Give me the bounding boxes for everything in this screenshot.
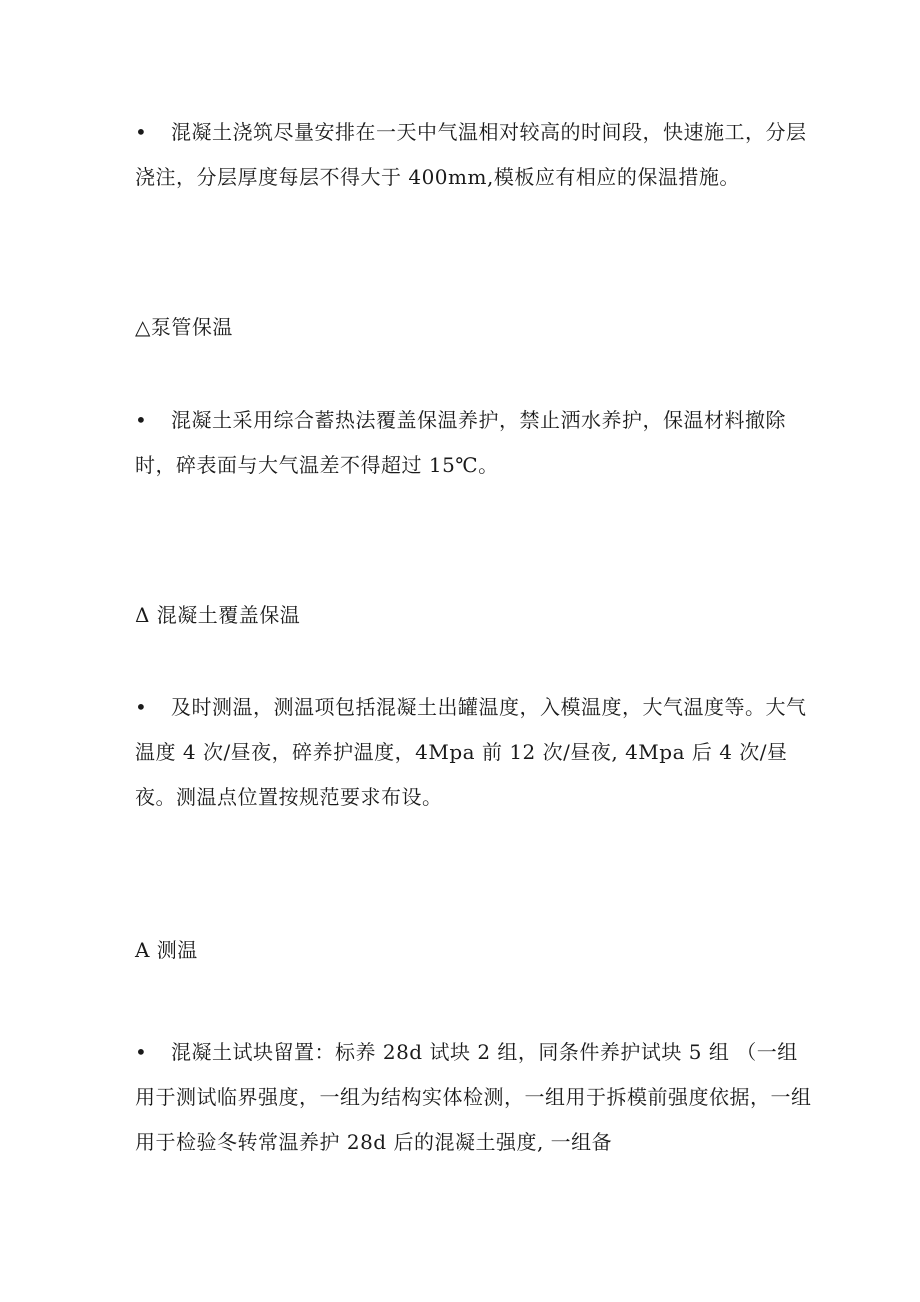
bullet-icon: • (135, 1040, 148, 1064)
heading-temperature-measurement: A 测温 (135, 938, 198, 962)
paragraph-text: 及时测温，测温项包括混凝土出罐温度，入模温度，大气温度等。大气温度 4 次/昼夜，碎养护温度，4Mpa 前 12 次/昼夜, 4Mpa 后 4 次/昼夜。测温点位置按规范要求布设。 (135, 695, 807, 809)
paragraph-text: 混凝土采用综合蓄热法覆盖保温养护，禁止洒水养护，保温材料撤除时，碎表面与大气温差不得超过 15℃。 (135, 408, 786, 477)
bullet-icon: • (135, 695, 148, 719)
paragraph-test-blocks (135, 1030, 815, 1165)
paragraph-curing (135, 398, 815, 488)
paragraph-text: 混凝土浇筑尽量安排在一天中气温相对较高的时间段，快速施工，分层浇注，分层厚度每层不得大于 400mm,模板应有相应的保温措施。 (135, 120, 807, 189)
bullet-icon: • (135, 120, 148, 144)
heading-pump-pipe-insulation: △泵管保温 (135, 315, 233, 339)
bullet-icon: • (135, 408, 148, 432)
paragraph-temperature-measurement (135, 685, 815, 820)
paragraph-text: 混凝土试块留置：标养 28d 试块 2 组，同条件养护试块 5 组 （一组用于测试临界强度，一组为结构实体检测，一组用于拆模前强度依据，一组用于检验冬转常温养护 28d 后的混凝土强度, 一组备 (135, 1040, 812, 1154)
heading-concrete-cover-insulation: Δ 混凝土覆盖保温 (135, 603, 301, 627)
paragraph-concrete-pouring (135, 110, 815, 200)
